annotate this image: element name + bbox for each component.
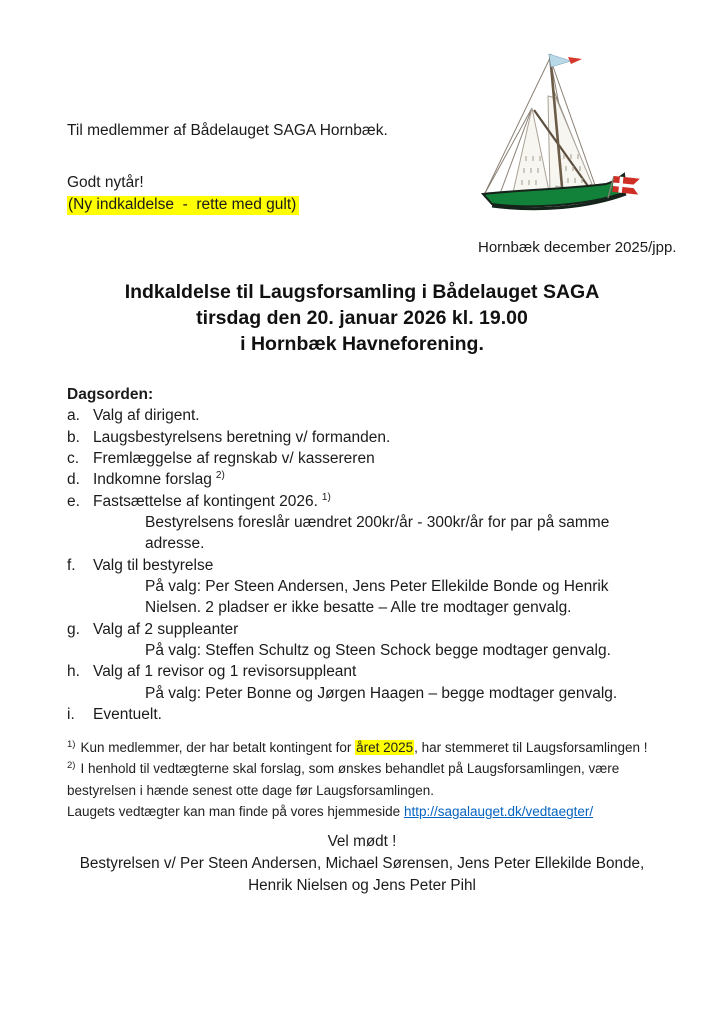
item-text: Valg af 2 suppleanter	[93, 620, 239, 638]
title-line-3: i Hornbæk Havneforening.	[240, 332, 484, 355]
agenda-subline: Nielsen. 2 pladser er ikke besatte – Alle tre modtager genvalg.	[145, 599, 572, 617]
agenda-item-d	[67, 469, 677, 490]
footnote-marker: 2)	[215, 470, 225, 482]
highlighted-note: (Ny indkaldelse - rette med gult)	[67, 196, 299, 215]
board-line-1: Bestyrelsen v/ Per Steen Andersen, Michael Sørensen, Jens Peter Ellekilde Bonde,	[79, 855, 645, 872]
item-text: Fremlæggelse af regnskab v/ kassereren	[93, 450, 375, 468]
item-letter: a.	[67, 407, 80, 425]
sailboat-illustration	[468, 46, 670, 230]
item-text: Valg af 1 revisor og 1 revisorsuppleant	[93, 663, 357, 681]
footnote-marker: 1)	[321, 491, 331, 503]
item-letter: d.	[67, 471, 80, 489]
item-letter: c.	[67, 450, 80, 468]
date-line: Hornbæk december 2025/jpp.	[478, 239, 677, 256]
document-title	[0, 280, 724, 357]
footnote-marker: 2)	[67, 759, 76, 771]
highlighted-year: året 2025	[356, 740, 414, 755]
agenda-item-f	[67, 555, 677, 576]
agenda-heading: Dagsorden:	[67, 386, 154, 403]
item-text: Fastsættelse af kontingent 2026. $^{1)}$	[93, 491, 331, 510]
agenda-section	[67, 384, 677, 726]
footnote-marker: 1)	[67, 738, 76, 750]
item-text: Valg af dirigent.	[93, 407, 200, 425]
footnotes-section	[67, 737, 687, 823]
item-letter: e.	[67, 492, 80, 510]
agenda-subline: På valg: Per Steen Andersen, Jens Peter Ellekilde Bonde og Henrik	[145, 578, 609, 596]
agenda-item-i	[67, 704, 677, 725]
agenda-item-g	[67, 619, 677, 640]
item-letter: i.	[67, 706, 75, 724]
item-letter: h.	[67, 663, 80, 681]
closing-section	[0, 831, 724, 897]
item-letter: b.	[67, 428, 80, 446]
agenda-subline: På valg: Steffen Schultz og Steen Schock begge modtager genvalg.	[145, 642, 611, 660]
item-text: Eventuelt.	[93, 706, 162, 724]
title-line-1: Indkaldelse til Laugsforsamling i Bådelauget SAGA	[124, 281, 600, 303]
item-text: Laugsbestyrelsens beretning v/ formanden.	[93, 428, 391, 446]
item-letter: g.	[67, 620, 80, 638]
staysail	[512, 108, 550, 197]
agenda-item-a	[67, 405, 677, 426]
item-text: Valg til bestyrelse	[93, 556, 214, 574]
agenda-subline: Bestyrelsens foreslår uændret 200kr/år - 300kr/år for par på samme	[145, 514, 610, 532]
footnote-2-line1: $^{2)}$ I henhold til vedtægterne skal forslag, som ønskes behandlet på Laugsforsamlingen, være	[67, 759, 620, 777]
agenda-subline: På valg: Peter Bonne og Jørgen Haagen – begge modtager genvalg.	[145, 684, 618, 702]
recipient-line: Til medlemmer af Bådelauget SAGA Hornbæk.	[67, 122, 388, 139]
agenda-item-b	[67, 427, 677, 448]
board-line-2: Henrik Nielsen og Jens Peter Pihl	[248, 877, 476, 894]
pennant	[549, 54, 582, 67]
item-text: Indkomne forslag $^{2)}$	[93, 470, 225, 489]
agenda-item-e	[67, 491, 677, 512]
item-letter: f.	[67, 556, 76, 574]
greeting-line: Godt nytår!	[67, 174, 144, 191]
website-line: Laugets vedtægter kan man finde på vores hjemmeside http://sagalauget.dk/vedtaegter/	[67, 804, 594, 820]
footnote-2-line2: bestyrelsen i hænde senest otte dage før Laugsforsamlingen.	[67, 782, 434, 798]
agenda-subline: adresse.	[145, 535, 205, 553]
farewell-line: Vel mødt !	[327, 833, 397, 850]
title-line-2: tirsdag den 20. januar 2026 kl. 19.00	[196, 306, 528, 329]
footnote-1: $^{1)}$ Kun medlemmer, der har betalt kontingent for året 2025, har stemmeret til Laugsforsamlingen !	[67, 738, 648, 755]
agenda-item-h	[67, 661, 677, 682]
vedtaegter-link[interactable]: http://sagalauget.dk/vedtaegter/	[403, 804, 594, 820]
agenda-item-c	[67, 448, 677, 469]
